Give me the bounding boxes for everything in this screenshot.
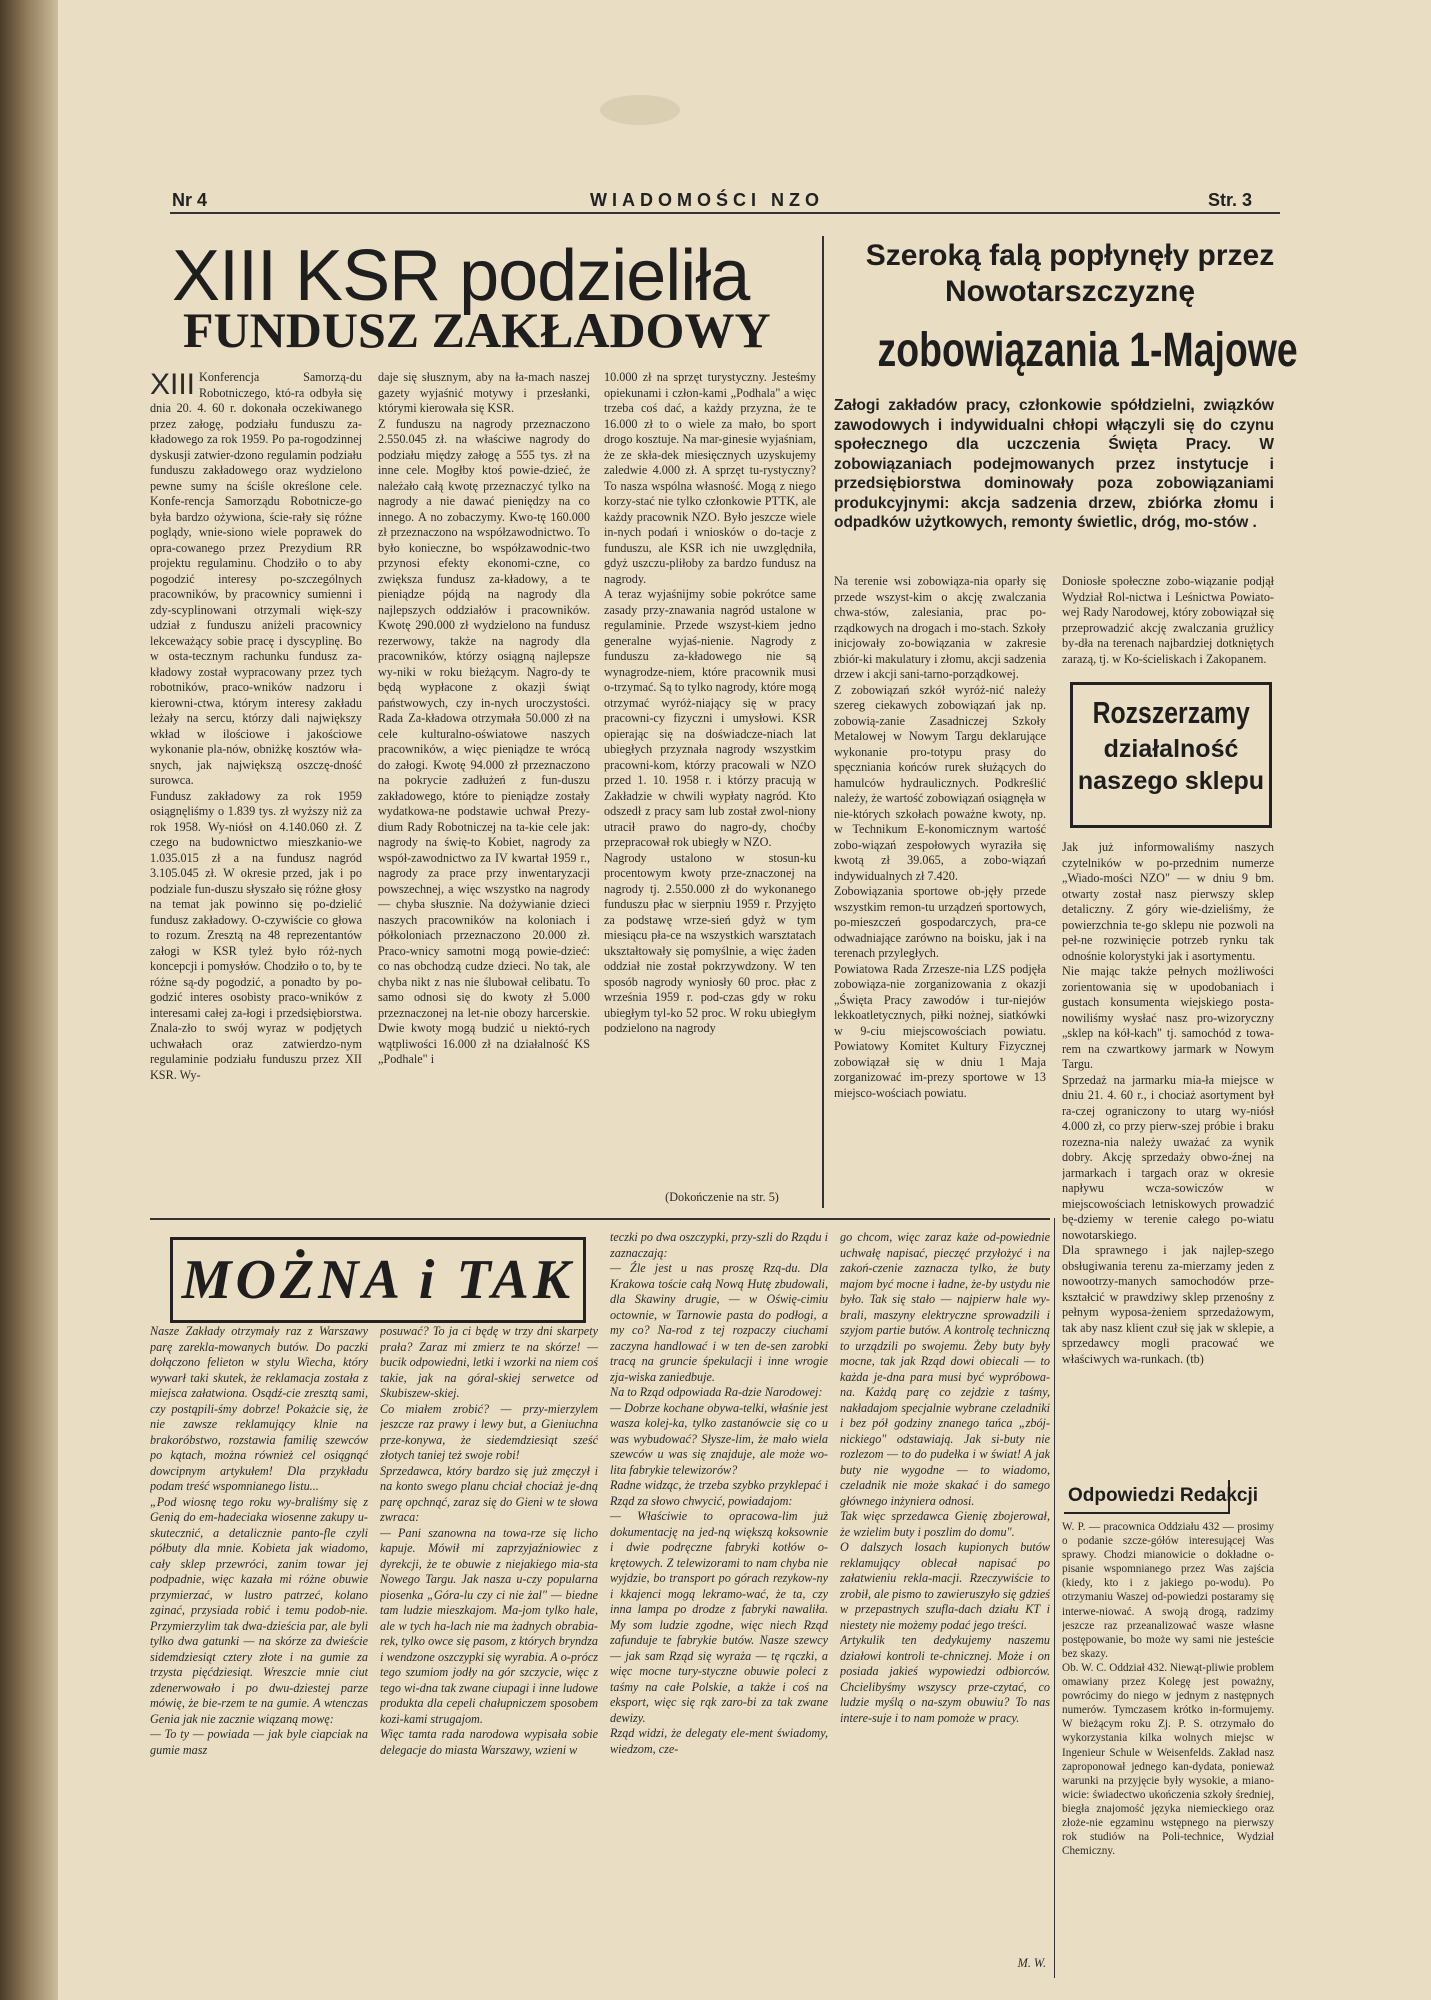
binding-spine bbox=[0, 0, 58, 2000]
article1-col2: daje się słusznym, aby na ła-mach naszej gazety wyjaśnić motywy i przesłanki, którymi kierowała się KSR. Z funduszu na nagrody przeznaczono 2.550.045 zł. na właściwe nagrody do podziału między załogę a 555 tys. zł na inne cele. Mogłby ktoś powie-dzieć, że należało całą kwotę przeznaczyć tylko na nagrody a nie dawać pieniędzy na co innego. A no zobaczymy. Kwo-tę 160.000 zł przeznaczono na współzawodnictwo. To było konieczne, bo współzawodnic-two przynosi efekty ekonomi-czne, co zwiększa fundusz za-kładowy, a te pieniądze pójdą na nagrody dla najlepszych oddziałów i pracowników. Kwotę 290.000 zł wydzielono na fundusz rezerwowy, także na nagrody dla pracowników, którzy osiągną najlepsze wy-niki w roku bieżącym. Nagro-dy te będą wypłacone z okazji świąt państwowych, czy in-nych uroczystości. Rada Za-kładowa otrzymała 50.000 zł na cele kulturalno-oświatowe naszych pracowników, a więc pieniądze te wrócą do załogi. Kwotę 94.000 zł przeznaczono na pokrycie zadłużeń z fun-duszu zakładowego, które to pieniądze zostały wydatkowa-ne podstawie uchwał Prezy-dium Rady Robotniczej na ta-kie cele jak: nagrody na świę-to Kobiet, nagrody za współ-zawodnictwo za IV kwartał 1959 r., nagrody za prace przy inwentaryzacji powszechnej, a więc wszystko na nagrody — chyba słusznie. Na dożywianie dzieci naszych pracowników na koloniach i półkoloniach przeznaczono 20.000 zł. Praco-wnicy samotni mogą powie-dzieć: co nas obchodzą cudze dzieci. No tak, ale chyba nikt z nas nie ślubował celibatu. To samo odnosi się do kwoty zł 5.000 przeznaczonej na let-nie obozy harcerskie. Dwie kwoty mogą budzić u niektó-rych wątpliwości 16.000 zł na działalność KS „Podhale" i bbox=[378, 370, 590, 1066]
article2-col1: Na terenie wsi zobowiąza-nia oparły się przede wszyst-kim o akcję zwalczania chwa-stów, zalesiania, prac po-rządkowych na drogach i mo-stach. Szkoły inicjowały zo-bowiązania w zakresie zbiór-ki makulatury i złomu, akcji sadzenia drzew i akcji sani-tarno-porządkowej. Z zobowiązań szkół wyróż-nić należy szereg ciekawych zobowiązań jak np. zobowią-zanie Zasadniczej Szkoły Metalowej w Nowym Targu deklarujące wykonanie pro-totypu prasy do spęczniania końców rurek służących do hamulców hydraulicznych. Podkreślić należy, że wartość zobowiązań osiągnęła w nie-których szkołach poważne kwoty, np. w Technikum E-konomicznym wartość zobo-wiązań zespołowych wyraziła się kwotą zł 39.065, a zobo-wiązań indywidualnych zł 7.420. Zobowiązania sportowe ob-jęły przede wszystkim remon-tu urządzeń sportowych, po-mieszczeń gospodarczych, pra-ce odwadniające zarówno na boisku, jak i na terenach przyległych. Powiatowa Rada Zrzesze-nia LZS podjęła zobowiąza-nie zorganizowania z okazji „Święta Pracy zawodów i tur-niejów lekkoatletycznych, piłki nożnej, siatkówki w 9-ciu miejscowościach powiatu. Powiatowy Komitet Kultury Fizycznej zobowiązał się w dniu 1 Maja zorganizować im-prezy sportowe w 13 miejsco-wościach powiatu. bbox=[834, 574, 1046, 1100]
article3-title-box bbox=[1070, 682, 1272, 828]
column-divider-vertical-2 bbox=[1054, 1218, 1055, 1978]
article2-headline: Szeroką falą popłynęły przez Nowotarszczyznę bbox=[865, 239, 1275, 308]
article4-col1: Nasze Zakłady otrzymały raz z Warszawy parę zarekla-mowanych butów. Do paczki dołączono felieton w stylu Wiecha, który wywarł taki skutek, że reklamacja została z miejsca załatwiona. Osądź-cie zresztą sami, czy postąpili-śmy dobrze! Pokażcie się, że nie zawsze reklamujący klnie na brakoróbstwo, rozstawia familię szewców po kątach, można również cel osiągnąć dowcipnym artykułem! Dla przykładu podam treść wspomnianego listu... „Pod wiosnę tego roku wy-braliśmy się z Genią do em-hadeciaka wiosenne zakupy u-skutecznić, a detalicznie panto-fle czyli półbuty dla mnie. Kobieta jak wiadomo, cały sklep przewróci, zanim towar jej podpadnie, więc kazała mi różne obuwie przymierzać, w lustro patrzeć, kolano zginać, przysiada robić i temu podob-nie. Przymierzylim tak dwa-dzieścia par, ale byli tylko dwa gatunki — na skórze za dwieście sidemdziesiąt cztery złote i na gumie za trzysta pięćdziesiąt. Wreszcie mnie ciut zdenerwowało i po dwu-dziestej parze mówię, że bie-rzem te na gumie. A wtenczas Genia jak nie zacznie wiązaną mowę: — To ty — powiada — jak byle ciapciak na gumie masz bbox=[150, 1324, 368, 1757]
article3-body: Jak już informowaliśmy naszych czytelników w po-przednim numerze „Wiado-mości NZO" — w dniu 9 bm. otwarty został nasz pierwszy sklep detaliczny. Z góry wie-dzieliśmy, że powierzchnia te-go sklepu nie pozwoli na peł-ne rozwinięcie potrzeb rynku tak odnośnie kolorystyki jak i asortymentu. Nie mając także pełnych możliwości zorientowania się w upodobaniach i gustach konsumenta wiejskiego posta-nowiliśmy wysłać nasz pro-wizoryczny „sklep na kół-kach" tj. samochód z towa-rem na czwartkowy jarmark w Nowym Targu. Sprzedaż na jarmarku mia-ła miejsce w dniu 21. 4. 60 r., i chociaż asortyment był ra-czej ograniczony to utarg wy-niósł 4.000 zł, co przy pierw-szej próbie i braku rozezna-nia należy uważać za wynik dobry. Akcję sprzedaży obwo-źnej na jarmarkach i targach oraz w okresie napływu wcza-sowiczów w miejscowościach letniskowych prowadzić bę-dziemy w terenie całego po-wiatu nowotarskiego. Dla sprawnego i jak najlep-szego obsługiwania terenu za-mierzamy jeden z nowootrzy-manych samochodów prze-kształcić w prawdziwy sklep przenośny z pełnym wyposa-żeniem sprzedażowym, tak aby nasz klient czuł się jak w sklepie, a sprzedawcy mogli pracować we właściwych wa-runkach. (tb) bbox=[1062, 840, 1274, 1366]
paper-stain bbox=[600, 95, 680, 125]
article1-col1 bbox=[150, 370, 362, 1208]
article1-subheadline: FUNDUSZ ZAKŁADOWY bbox=[183, 302, 771, 358]
article4-title: MOŻNA i TAK bbox=[170, 1237, 586, 1323]
article4-col2: posuwać? To ja ci będę w trzy dni skarpety prała? Zaraz mi zmierz te na skórze! — bucik odpowiedni, letki i wzorki na niem coś takie, jak na góral-skiej serwetce od Skubiszew-skiej. Co miałem zrobić? — przy-mierzylem jeszcze raz prawy i lewy but, a Gieniuchna prze-konywa, że siedemdziesiąt sześć złotych taniej też swoje robi! Sprzedawca, który bardzo się już zmęczył i na konto swego planu chciał chociaż je-dną parę opchnąć, zaraz się do Gieni w te słowa zwraca: — Pani szanowna na towa-rze się licho kapuje. Mówił mi zaprzyjaźniowiec z dyrekcji, że te obuwie z niejakiego mia-sta Nowego Targu. Jak nasza u-czy popularna piosenka „Góra-lu czy ci nie żal" — biedne tam ludzie mieszkajom. Ma-jom tylko hale, ale w tych ha-lach nie ma żadnych obrabia-rek, tylko owce się pasom, z których bryndza i wendzone oszczypki się wyrabia. A o-prócz tego szumiom jodły na gór szczycie, więc z tego wi-dna tak zwane ciupagi i inne ludowe produkta dla cepeli chałupniczem sposobem kozi-kami strugajom. Więc tamta rada narodowa wypisała sobie delegacje do miasta Warszawy, wzieni w bbox=[380, 1324, 598, 1757]
article1-dropcap: XIII bbox=[150, 370, 196, 401]
article1-col3: 10.000 zł na sprzęt turystyczny. Jesteśmy opiekunami i człon-kami „Podhala" a więc trzeba coś dać, a każdy przyzna, że te 16.000 zł to o wiele za mało, bo sport drogo kosztuje. Na mar-ginesie wyjaśniam, że ze skła-dek miesięcznych uzyskujemy zaledwie 4.000 zł. A sprzęt tu-rystyczny? To nasza wspólna własność. Mogą z niego korzy-stać nie tylko członkowie PTTK, ale każdy pracownik NZO. Było jeszcze wiele in-nych podań i wniosków o do-tacje z funduszu, ale KSR ich nie uwzględniła, gdyż uszczu-pliłoby za bardzo fundusz na nagrody. A teraz wyjaśnijmy sobie pokrótce same zasady przy-znawania nagród ustalone w regulaminie. Przede wszyst-kiem jedno generalne wyjaś-nienie. Nagrody z funduszu za-kładowego nie są wynagrodze-niem, które pracownik musi o-trzymać. Są to tylko nagrody, które mogą otrzymać wyróż-niający się w pracy pracowni-cy fizyczni i umysłowi. KSR opierając się na doświadcze-niach lat ubiegłych przyznała nagrody wszystkim pracowni-kom, którzy pracowali w NZO przed 1. 10. 1958 r. i którzy pracują w Zakładzie w chwili wypłaty nagród. Kto odszedł z pracy sam lub został zwol-niony utracił prawo do nagro-dy, choćby przepracował rok ubiegły w NZO. Nagrody ustalono w stosun-ku procentowym kwoty prze-znaczonej na nagrody tj. 2.550.000 zł do wykonanego funduszu płac w sierpniu 1959 r. Przyjęto za podstawę wrze-sień gdyż w tym miesiącu pła-ce na wszystkich warsztatach ukształtowały się pomyślnie, a więc żaden oddział nie został pokrzywdzony. W ten sposób nagrody wyniosły 60 proc. płac z września 1959 r. pod-czas gdy w roku ubiegłym tyl-ko 52 proc. W roku ubiegłym podzielono na nagrody bbox=[604, 370, 816, 1035]
article2-subheadline: zobowiązania 1-Majowe bbox=[877, 324, 1298, 377]
newspaper-title: WIADOMOŚCI NZO bbox=[590, 190, 824, 210]
article2-col2: Doniosłe społeczne zobo-wiązanie podjął Wydział Rol-nictwa i Leśnictwa Powiato-wej Rady Narodowej, który zobowiązał się przeprowadzić akcję zwalczania grużlicy by-dła na terenach najbardziej dotkniętych zarazą, tj. w Ko-ścieliskach i Zakopanem. bbox=[1062, 574, 1274, 666]
section-divider-horizontal bbox=[150, 1218, 1050, 1220]
issue-number: Nr 4 bbox=[172, 190, 208, 210]
article4-col3: teczki po dwa oszczypki, przy-szli do Rządu i zaznaczają: — Źle jest u nas proszę Rzą-du. Dla Krakowa toście całą Nową Hutę zbudowali, dla Skawiny drugie, — w Oświę-cimiu octownie, w Tarnowie pasta do podłogi, a my co? Na-rod z tej rozpaczy ciuchami zaczyna handlować i w ten de-sen zarobki tracą na gruncie śpekulacji i inne wrogie zja-wiska zaniedbuje. Na to Rząd odpowiada Ra-dzie Narodowej: — Dobrze kochane obywa-telki, właśnie jest wasza kolej-ka, tylko zastanówcie się co u was wybudować? Słysze-lim, że mało wiela szewców u was się znajduje, ale może wo-lita fabrykie telewizorów? Radne widząc, że trzeba szybko przyklepać i Rząd za słowo chwycić, powiadajom: — Właściwie to opracowa-lim już dokumentację na jed-ną większą koksownie i dwie podręczne fabryki kotłów o-krętowych. Z telewizorami to nam chyba nie wyjdzie, bo transport po górach rezykow-ny i kkajenci mogą lekramo-wać, że ta, czy inna lampa po drodze z fabryki nawaliła. My som ludzie zgodne, więc niech Rząd zafunduje te fabrykie butów. Nasze szewcy — jak sam Rząd się wyraża — tę rączki, a więc mocne tury-styczne obuwie poleci z taśmy na całe Polskie, a także i coś na eksport, więc się rąk zaro-bi za tak zwane dewizy. Rząd widzi, że delegaty ele-ment świadomy, wiedzom, cze- bbox=[610, 1230, 828, 1756]
header-rule bbox=[170, 212, 1280, 214]
article5-body: W. P. — pracownica Oddziału 432 — prosimy o podanie szcze-gółów interesującej Was sprawy. Chodzi mianowicie o dokładne o-pisanie wspomnianego przez Was zajścia (kiedy, kto i z jakiego po-wodu). Po otrzymaniu Waszej od-powiedzi postaramy się interwe-niować. A swoją drogą, radzimy jeszcze raz przeanalizować wasze własne postępowanie, bo może wy sami nie jesteście bez skazy. Ob. W. C. Oddział 432. Niewąt-pliwie problem omawiany przez Kolegę jest poważny, powrócimy do niego w jednym z następnych numerów. Tymczasem krótko in-formujemy. W bieżącym roku Zj. P. S. otrzymało do wykorzystania kilka wolnych miejsc w Ingenieur Schule w Weisenfelds. Zakład nasz zaproponował jednego kan-dydata, ponieważ warunki na przyjęcie były wysokie, a miano-wicie: świadectwo ukończenia szkoły średniej, biegła znajomość języka niemieckiego oraz złoże-nie egzaminu wstępnego na pierwszy rok studiów na Poli-technice, Wydział Chemiczny. bbox=[1062, 1521, 1274, 1858]
article5-title: Odpowiedzi Redakcji bbox=[1064, 1480, 1230, 1514]
page-number: Str. 3 bbox=[1208, 190, 1253, 210]
article3-title-line1: Rozszerzamy bbox=[1092, 695, 1250, 730]
article4-col4: go chcom, więc zaraz każe od-powiednie uchwałę napisać, pieczęć przyłożyć i na zakoń-czenie zaznacza tylko, że buty majom być mocne i ładne, że-by ustydu nie było. Tak się stało — najpierw hale wy-brali, maszyny elektryczne sprowadzili i szyjom partie butów. A kontrolę techniczną to urządzili po swojemu. Żeby buty były mocne, tak jak Rząd dowi obiecali — to każda je-dna para musi być wypróbowa-na. Każdą parę co zejdzie z taśmy, nakładajom specjalnie wybrane czeladniki i bez pół godziny znanego tańca „zbój-nickiego" odstawiają. Jak si-buty nie rozlezom — to do pudełka i w świat! A jak buty nie wygodne — to wiadomo, czeladnik nie może skakać i do samego głównego inżyniera odnosi. Tak więc sprzedawca Gienię zbojerował, że wzielim buty i poszlim do domu". O dalszych losach kupionych butów reklamujący oblecał napisać po załatwieniu rekla-macji. Rzeczywiście to zrobił, ale pismo to zawieruszyło się gdzieś w przepastnych szufla-dach działu KT i niestety nie możemy podać jego treści. Artykulik ten dedykujemy naszemu działowi kontroli te-chnicznej. Może i on posiada jakieś wypowiedzi odbiorców. Chcielibyśmy wszyscy prze-czytać, co ludzie myślą o na-szym obuwiu? To nas intere-suje i to nam pomoże w pracy. bbox=[840, 1230, 1050, 1725]
article2-lead: Załogi zakładów pracy, członkowie spółdzielni, związków zawodowych i indywidualni chłopi włączyli się do czynu społecznego dla uczczenia Święta Pracy. W zobowiązaniach podejmowanych przez instytucje i przedsiębiorstwa dominowały poza zobowiązaniami produkcyjnymi: akcja sadzenia drzew, zbiórka złomu i odpadków użytkowych, remonty świetlic, dróg, mo-stów . bbox=[834, 397, 1274, 531]
column-divider-vertical bbox=[822, 236, 824, 1208]
article3-title-line2: działalność bbox=[1103, 735, 1239, 763]
article4-signature: M. W. bbox=[1017, 1956, 1046, 1970]
article1-continuation: (Dokończenie na str. 5) bbox=[665, 1190, 779, 1204]
article3-title-line3: naszego sklepu bbox=[1077, 767, 1265, 795]
article1-col1-text: Konferencja Samorzą-du Robotniczego, któ-ra odbyła się dnia 20. 4. 60 r. dokonała oczekiwanego przez załogę, podziału funduszu za-kładowego za rok 1959. Po pa-rogodzinnej dyskusji zatwier-dzono regulamin podziału funduszu zakładowego oraz wydzielono pewne sumy na ściśle określone cele. Konfe-rencja Samorządu Robotnicze-go była bardzo ożywiona, ście-rały się różne poglądy, wnie-siono wiele poprawek do opra-cowanego przez Prezydium RR projektu regulaminu. Chodziło o to aby pogodzić interesy po-szczególnych pracowników, by pracownicy sumienni i zdy-scyplinowani otrzymali więk-szy udział z funduszu aniżeli pracownicy lekceważący sobie pracę i dyscyplinę. Bo w osta-tecznym rachunku fundusz za-kładowy został wypracowany przez tych robotników, praco-wników nadzoru i kierowni-ctwa, którym interesy zakładu leżały na sercu, którzy dali największy wkład w ilościowe i jakościowe wykonanie pla-nów, obniżkę kosztów wła-snych, jak największą oszczę-dność surowca. Fundusz zakładowy za rok 1959 osiągnęliśmy o 1.839 tys. zł wyższy niż za rok 1958. Wy-niósł on 4.140.060 zł. Z czego na budownictwo mieszkanio-we 1.035.015 zł a na fundusz nagród 3.105.045 zł. W okresie przed, jak i po podziale fun-duszu słyszało się różne głosy na temat jak powinno się po-dzielić fundusz zakładowy. O-czywiście co głowa to rozum. Zresztą na 48 reprezentantów załogi w KSR tyleż było róż-nych koncepcji i pomysłów. Chodziło o to, by te różne są-dy pogodzić, a ponadto by po-godzić interes osobisty praco-wników z interesami całej za-łogi i przedsiębiorstwa. Znala-zło to swój wyraz w podjętych uchwałach oraz zatwierdzo-nym regulaminie podziału funduszu przez XII KSR. Wy- bbox=[150, 370, 362, 1082]
article1-headline: XIII KSR podzieliła bbox=[172, 236, 750, 316]
